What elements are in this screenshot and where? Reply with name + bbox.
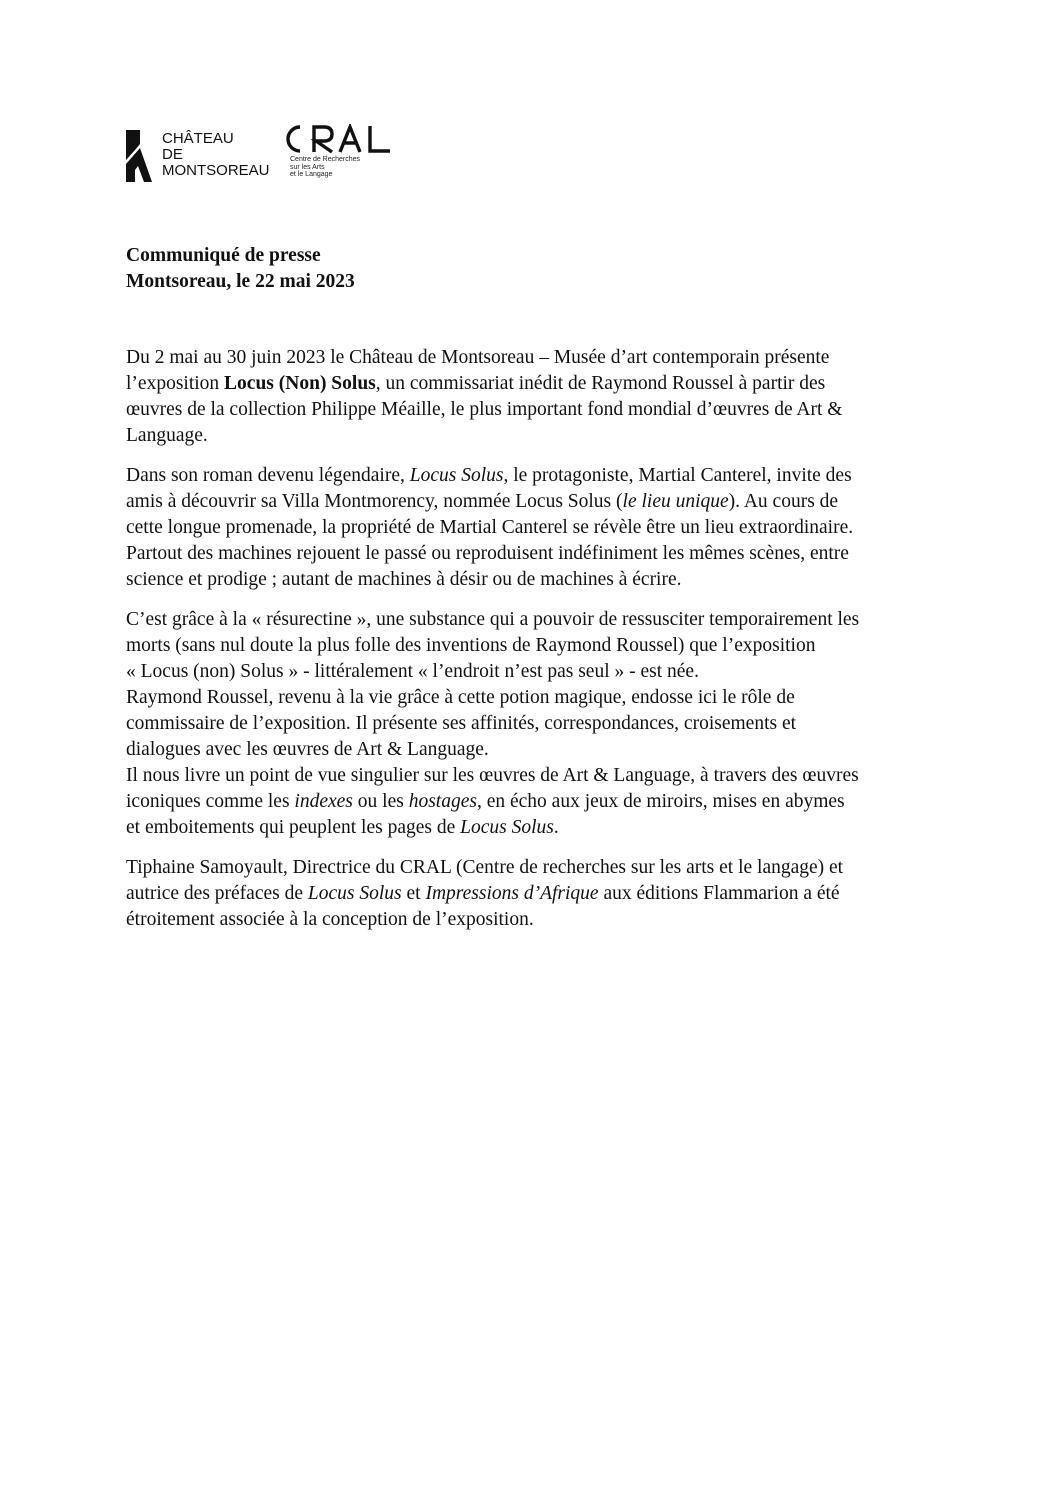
text-run: , en écho aux jeux de miroirs, mises en abymes <box>476 791 845 812</box>
text-run: et <box>401 883 426 904</box>
text-run: autrice des préfaces de <box>126 883 308 904</box>
text-line: dialogues avec les œuvres de Art & Language. <box>126 739 489 760</box>
text-line: cette longue promenade, la propriété de Martial Canterel se révèle être un lieu extraordinaire. <box>126 517 854 538</box>
italic-phrase: le lieu unique <box>622 491 729 512</box>
text-line <box>126 489 941 515</box>
text-line: œuvres de la collection Philippe Méaille, le plus important fond mondial d’œuvres de Art & <box>126 399 843 420</box>
text-run: l’exposition <box>126 373 225 394</box>
cral-subtitle-line: Centre de Recherches <box>290 156 361 163</box>
cral-subtitle-line: et le Langage <box>290 171 333 178</box>
italic-title: Locus Solus <box>409 465 504 486</box>
chateau-logo-line: MONTSOREAU <box>162 162 270 179</box>
cral-wordmark <box>286 124 394 154</box>
text-line <box>126 371 941 397</box>
italic-term: indexes <box>294 791 353 812</box>
text-line <box>126 789 941 815</box>
exhibition-title: Locus (Non) Solus <box>224 373 376 394</box>
chateau-logo-line: DE <box>162 146 183 163</box>
text-line <box>126 815 941 841</box>
text-run: . <box>553 817 559 838</box>
text-run: , le protagoniste, Martial Canterel, invite des <box>503 465 852 486</box>
text-run: iconiques comme les <box>126 791 295 812</box>
cral-subtitle-line: sur les Arts <box>290 163 325 171</box>
text-line: Du 2 mai au 30 juin 2023 le Château de Montsoreau – Musée d’art contemporain présente <box>126 347 830 368</box>
press-release-title: Communiqué de presse <box>126 245 321 266</box>
chateau-montsoreau-logo <box>126 128 270 184</box>
italic-title: Locus Solus <box>460 817 554 838</box>
text-run: aux éditions Flammarion a été <box>598 883 840 904</box>
text-line: Language. <box>126 425 208 446</box>
press-release-header <box>126 243 355 295</box>
text-run: , un commissariat inédit de Raymond Roussel à partir des <box>375 373 826 394</box>
text-line: Partout des machines rejouent le passé ou reproduisent indéfiniment les mêmes scènes, entre <box>126 543 849 564</box>
text-line: Il nous livre un point de vue singulier sur les œuvres de Art & Language, à travers des œuvres <box>126 765 859 786</box>
text-line <box>126 463 941 489</box>
text-run: et emboitements qui peuplent les pages de <box>126 817 461 838</box>
paragraph-1 <box>126 345 941 449</box>
paragraph-2 <box>126 463 941 593</box>
text-line <box>126 881 941 907</box>
text-run: ). Au cours de <box>728 491 839 512</box>
text-line: commissaire de l’exposition. Il présente ses affinités, correspondances, croisements et <box>126 713 797 734</box>
chateau-logo-text <box>162 131 270 179</box>
cral-logo <box>286 124 406 184</box>
text-line: Tiphaine Samoyault, Directrice du CRAL (Centre de recherches sur les arts et le langage) et <box>126 857 844 878</box>
chateau-logo-line: CHÂTEAU <box>162 130 234 147</box>
paragraph-4 <box>126 855 941 933</box>
text-line: étroitement associée à la conception de l’exposition. <box>126 909 534 930</box>
press-release-dateline: Montsoreau, le 22 mai 2023 <box>126 271 355 292</box>
press-release-body <box>126 345 941 947</box>
text-run: ou les <box>352 791 409 812</box>
text-line: morts (sans nul doute la plus folle des inventions de Raymond Roussel) que l’exposition <box>126 635 816 656</box>
italic-title: Impressions d’Afrique <box>425 883 599 904</box>
italic-title: Locus Solus <box>307 883 402 904</box>
italic-term: hostages <box>408 791 477 812</box>
chateau-montsoreau-mark-icon <box>126 130 152 182</box>
text-line: Raymond Roussel, revenu à la vie grâce à cette potion magique, endosse ici le rôle de <box>126 687 795 708</box>
text-run: Dans son roman devenu légendaire, <box>126 465 410 486</box>
paragraph-3 <box>126 607 941 841</box>
text-line: science et prodige ; autant de machines à désir ou de machines à écrire. <box>126 569 682 590</box>
text-run: amis à découvrir sa Villa Montmorency, nommée Locus Solus ( <box>126 491 623 512</box>
text-line: C’est grâce à la « résurectine », une substance qui a pouvoir de ressusciter temporairement les <box>126 609 860 630</box>
text-line: « Locus (non) Solus » - littéralement « l’endroit n’est pas seul » - est née. <box>126 661 699 682</box>
cral-logo-subtitle <box>290 156 360 179</box>
